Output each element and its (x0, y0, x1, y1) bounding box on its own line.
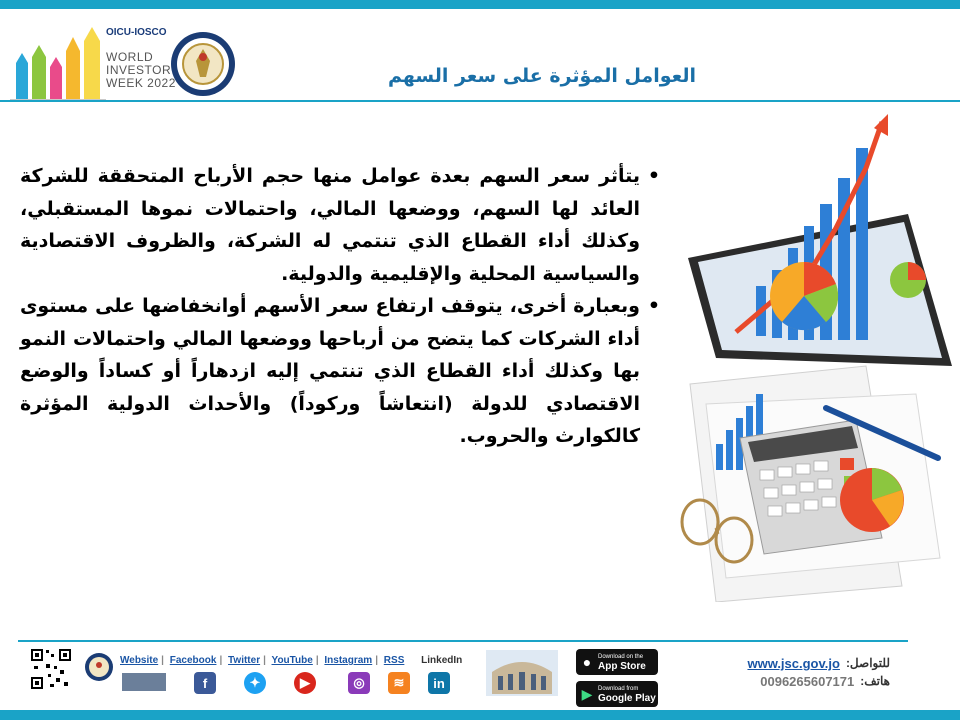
facebook-icon[interactable]: f (194, 672, 216, 694)
contact-block (720, 656, 890, 692)
website-url-link[interactable]: www.jsc.gov.jo (747, 656, 840, 671)
google-play-line2: Google Play (598, 693, 656, 704)
phone-number: 0096265607171 (760, 674, 855, 689)
bullet-text: يتأثر سعر السهم بعدة عوامل منها حجم الأرباح المتحققة للشركة العائد لها السهم، ووضعها المالي، واحتمالات نموها المستقبلي، وكذلك أداء القطاع الذي تنتمي له الشركة، والظروف الاقتصادية والسياسية المحلية والإقليمية والدولية. (20, 165, 640, 285)
building-icon (486, 650, 558, 696)
page-title: العوامل المؤثرة على سعر السهم (387, 65, 696, 87)
separator: | (375, 655, 379, 666)
qr-code-icon[interactable] (30, 648, 72, 690)
finance-illustration-icon (676, 108, 958, 602)
footer-divider (18, 640, 908, 642)
instagram-icon[interactable]: ◎ (348, 672, 370, 694)
app-store-line2: App Store (598, 661, 646, 672)
bullet-text: وبعبارة أخرى، يتوقف ارتفاع سعر الأسهم أوانخفاضها على مستوى أداء الشركات كما يتضح من أرباحها ووضعها المالي واحتمالات النمو بها وكذلك أداء القطاع الذي تنتمي إليه ازدهاراً أو كساداً والوضع الاقتصادي للدولة (انتعاشاً وركوداً) والأحداث الدولية المؤثرة كالكوارث والحروب. (20, 295, 640, 447)
bullet-item (20, 160, 664, 290)
logo-line: INVESTOR (106, 63, 172, 77)
bullet-list (20, 160, 664, 453)
rss-icon[interactable]: ≋ (388, 672, 410, 694)
youtube-icon[interactable]: ▶ (294, 672, 316, 694)
securities-commission-seal-icon (170, 31, 236, 97)
apple-icon: ● (582, 654, 592, 670)
contact-row (720, 656, 890, 674)
bullet-dot-icon: • (647, 165, 660, 187)
facebook-link[interactable]: Facebook (169, 655, 217, 666)
separator: | (315, 655, 319, 666)
linkedin-icon[interactable]: in (428, 672, 450, 694)
app-store-line1: Download on the (598, 654, 644, 660)
logo-line: WORLD (106, 50, 154, 64)
rss-link[interactable]: RSS (383, 655, 405, 666)
logo-line: WEEK 2022 (106, 76, 176, 90)
iosco-label: OICU-IOSCO (106, 27, 167, 38)
separator: | (219, 655, 223, 666)
google-play-icon: ▶ (581, 685, 593, 702)
bullet-dot-icon: • (647, 295, 660, 317)
header (0, 9, 960, 105)
website-banner-icon[interactable] (122, 673, 166, 691)
phone-label: هاتف: (860, 674, 890, 688)
separator: | (263, 655, 266, 666)
world-investor-week-text (106, 51, 176, 90)
world-investor-week-logo-icon (10, 23, 110, 103)
contact-label: للتواصل: (845, 656, 890, 670)
google-play-button[interactable] (576, 681, 658, 707)
website-link[interactable]: Website (120, 655, 159, 666)
social-links-row (120, 655, 462, 666)
instagram-link[interactable]: Instagram (324, 655, 373, 666)
header-divider (0, 100, 960, 102)
small-seal-icon (84, 652, 114, 682)
phone-row (720, 674, 890, 692)
twitter-icon[interactable]: ✦ (244, 672, 266, 694)
bullet-item (20, 290, 664, 453)
youtube-link[interactable]: YouTube (271, 655, 313, 666)
top-accent-bar (0, 0, 960, 9)
app-store-button[interactable] (576, 649, 658, 675)
main-content (20, 160, 664, 453)
twitter-link[interactable]: Twitter (228, 655, 261, 666)
bottom-accent-bar (0, 710, 960, 720)
separator: | (161, 655, 164, 666)
linkedin-link[interactable]: LinkedIn (421, 655, 463, 666)
google-play-line1: Download from (598, 686, 639, 692)
